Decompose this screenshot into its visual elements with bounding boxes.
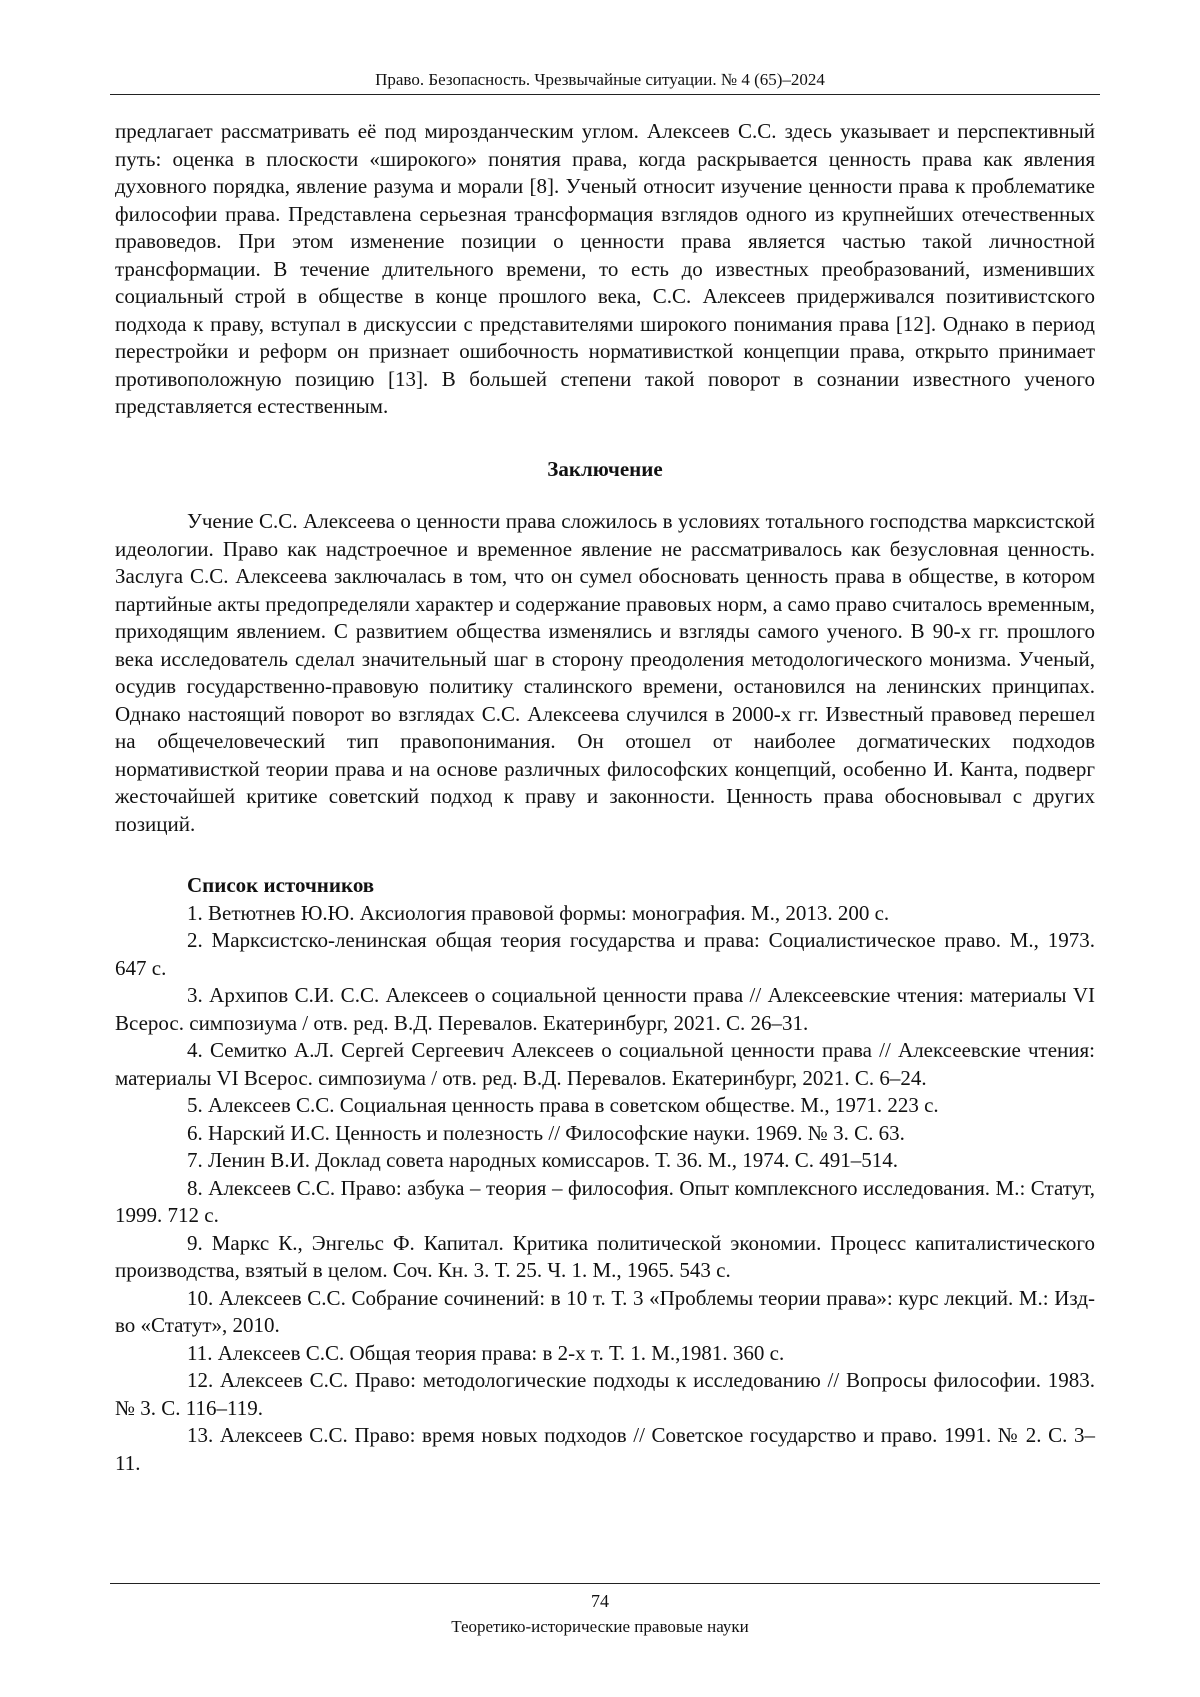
conclusion-heading: Заключение [547, 456, 663, 481]
conclusion-paragraph: Учение С.С. Алексеева о ценности права сложилось в условиях тотального господства марксистской идеологии. Право как надстроечное и временное явление не рассматривалось как безусловная ценность. Заслуга С.С. Алексеева заключалась в том, что он сумел обосновать ценность права в обществе, в котором партийные акты предопределяли характер и содержание правовых норм, а само право считалось временным, приходящим явлением. С развитием общества изменялись и взгляды самого ученого. В 90-х гг. прошлого века исследователь сделал значительный шаг в сторону преодоления методологического монизма. Ученый, осудив государственно-правовую политику сталинского времени, остановился на ленинских принципах. Однако настоящий поворот во взглядах С.С. Алексеева случился в 2000-х гг. Известный правовед перешел на общечеловеческий тип правопонимания. Он отошел от наиболее догматических подходов нормативисткой теории права и на основе различных философских концепций, особенно И. Канта, подверг жесточайшей критике советский подход к праву и законности. Ценность права обосновывал с других позиций. [115, 509, 1095, 836]
running-header: Право. Безопасность. Чрезвычайные ситуации. № 4 (65)–2024 [375, 70, 825, 89]
reference-item: 2. Марксистско-ленинская общая теория государства и права: Социалистическое право. М., 1973. 647 с. [115, 928, 1095, 980]
reference-item: 3. Архипов С.И. С.С. Алексеев о социальной ценности права // Алексеевские чтения: материалы VI Всерос. симпозиума / отв. ред. В.Д. Перевалов. Екатеринбург, 2021. С. 26–31. [115, 983, 1095, 1035]
reference-item: 8. Алексеев С.С. Право: азбука – теория – философия. Опыт комплексного исследования. М.: Статут, 1999. 712 с. [115, 1175, 1095, 1227]
running-footer: Теоретико-исторические правовые науки [451, 1617, 749, 1636]
body-paragraph: предлагает рассматривать её под мирозданческим углом. Алексеев С.С. здесь указывает и перспективный путь: оценка в плоскости «широкого» понятия права, когда раскрывается ценность права как явления духовного порядка, явление разума и морали [8]. Ученый относит изучение ценности права к проблематике философии права. Представлена серьезная трансформация взглядов одного из крупнейших отечественных правоведов. При этом изменение позиции о ценности права является частью такой личностной трансформации. В течение длительного времени, то есть до известных преобразований, изменивших социальный строй в обществе в конце прошлого века, С.С. Алексеев придерживался позитивистского подхода к праву, вступал в дискуссии с представителями широкого понимания права [12]. Однако в период перестройки и реформ он признает ошибочность нормативисткой концепции права, открыто принимает противоположную позицию [13]. В большей степени такой поворот в сознании известного ученого представляется естественным. [115, 119, 1095, 418]
reference-item: 6. Нарский И.С. Ценность и полезность // Философские науки. 1969. № 3. С. 63. [187, 1120, 905, 1145]
page-content [115, 118, 1095, 1477]
header-divider [110, 94, 1100, 95]
reference-item: 5. Алексеев С.С. Социальная ценность права в советском обществе. М., 1971. 223 с. [187, 1093, 939, 1117]
reference-item: 9. Маркс К., Энгельс Ф. Капитал. Критика политической экономии. Процесс капиталистического производства, взятый в целом. Соч. Кн. 3. Т. 25. Ч. 1. М., 1965. 543 с. [115, 1230, 1095, 1282]
reference-item: 7. Ленин В.И. Доклад совета народных комиссаров. Т. 36. М., 1974. С. 491–514. [187, 1148, 899, 1172]
references-list [115, 900, 1095, 1478]
footer-divider [110, 1583, 1100, 1584]
references-heading: Список источников [187, 873, 375, 897]
reference-item: 13. Алексеев С.С. Право: время новых подходов // Советское государство и право. 1991. № 2. С. 3–11. [115, 1423, 1095, 1475]
reference-item: 12. Алексеев С.С. Право: методологические подходы к исследованию // Вопросы философии. 1983. № 3. С. 116–119. [115, 1368, 1095, 1420]
page-number: 74 [591, 1591, 609, 1611]
reference-item: 10. Алексеев С.С. Собрание сочинений: в 10 т. Т. 3 «Проблемы теории права»: курс лекций. М.: Изд-во «Статут», 2010. [115, 1285, 1095, 1337]
reference-item: 4. Семитко А.Л. Сергей Сергеевич Алексеев о социальной ценности права // Алексеевские чтения: материалы VI Всерос. симпозиума / отв. ред. В.Д. Перевалов. Екатеринбург, 2021. С. 6–24. [115, 1038, 1095, 1090]
reference-item: 1. Ветютнев Ю.Ю. Аксиология правовой формы: монография. М., 2013. 200 с. [187, 900, 890, 925]
reference-item: 11. Алексеев С.С. Общая теория права: в 2-х т. Т. 1. М.,1981. 360 с. [187, 1340, 785, 1365]
